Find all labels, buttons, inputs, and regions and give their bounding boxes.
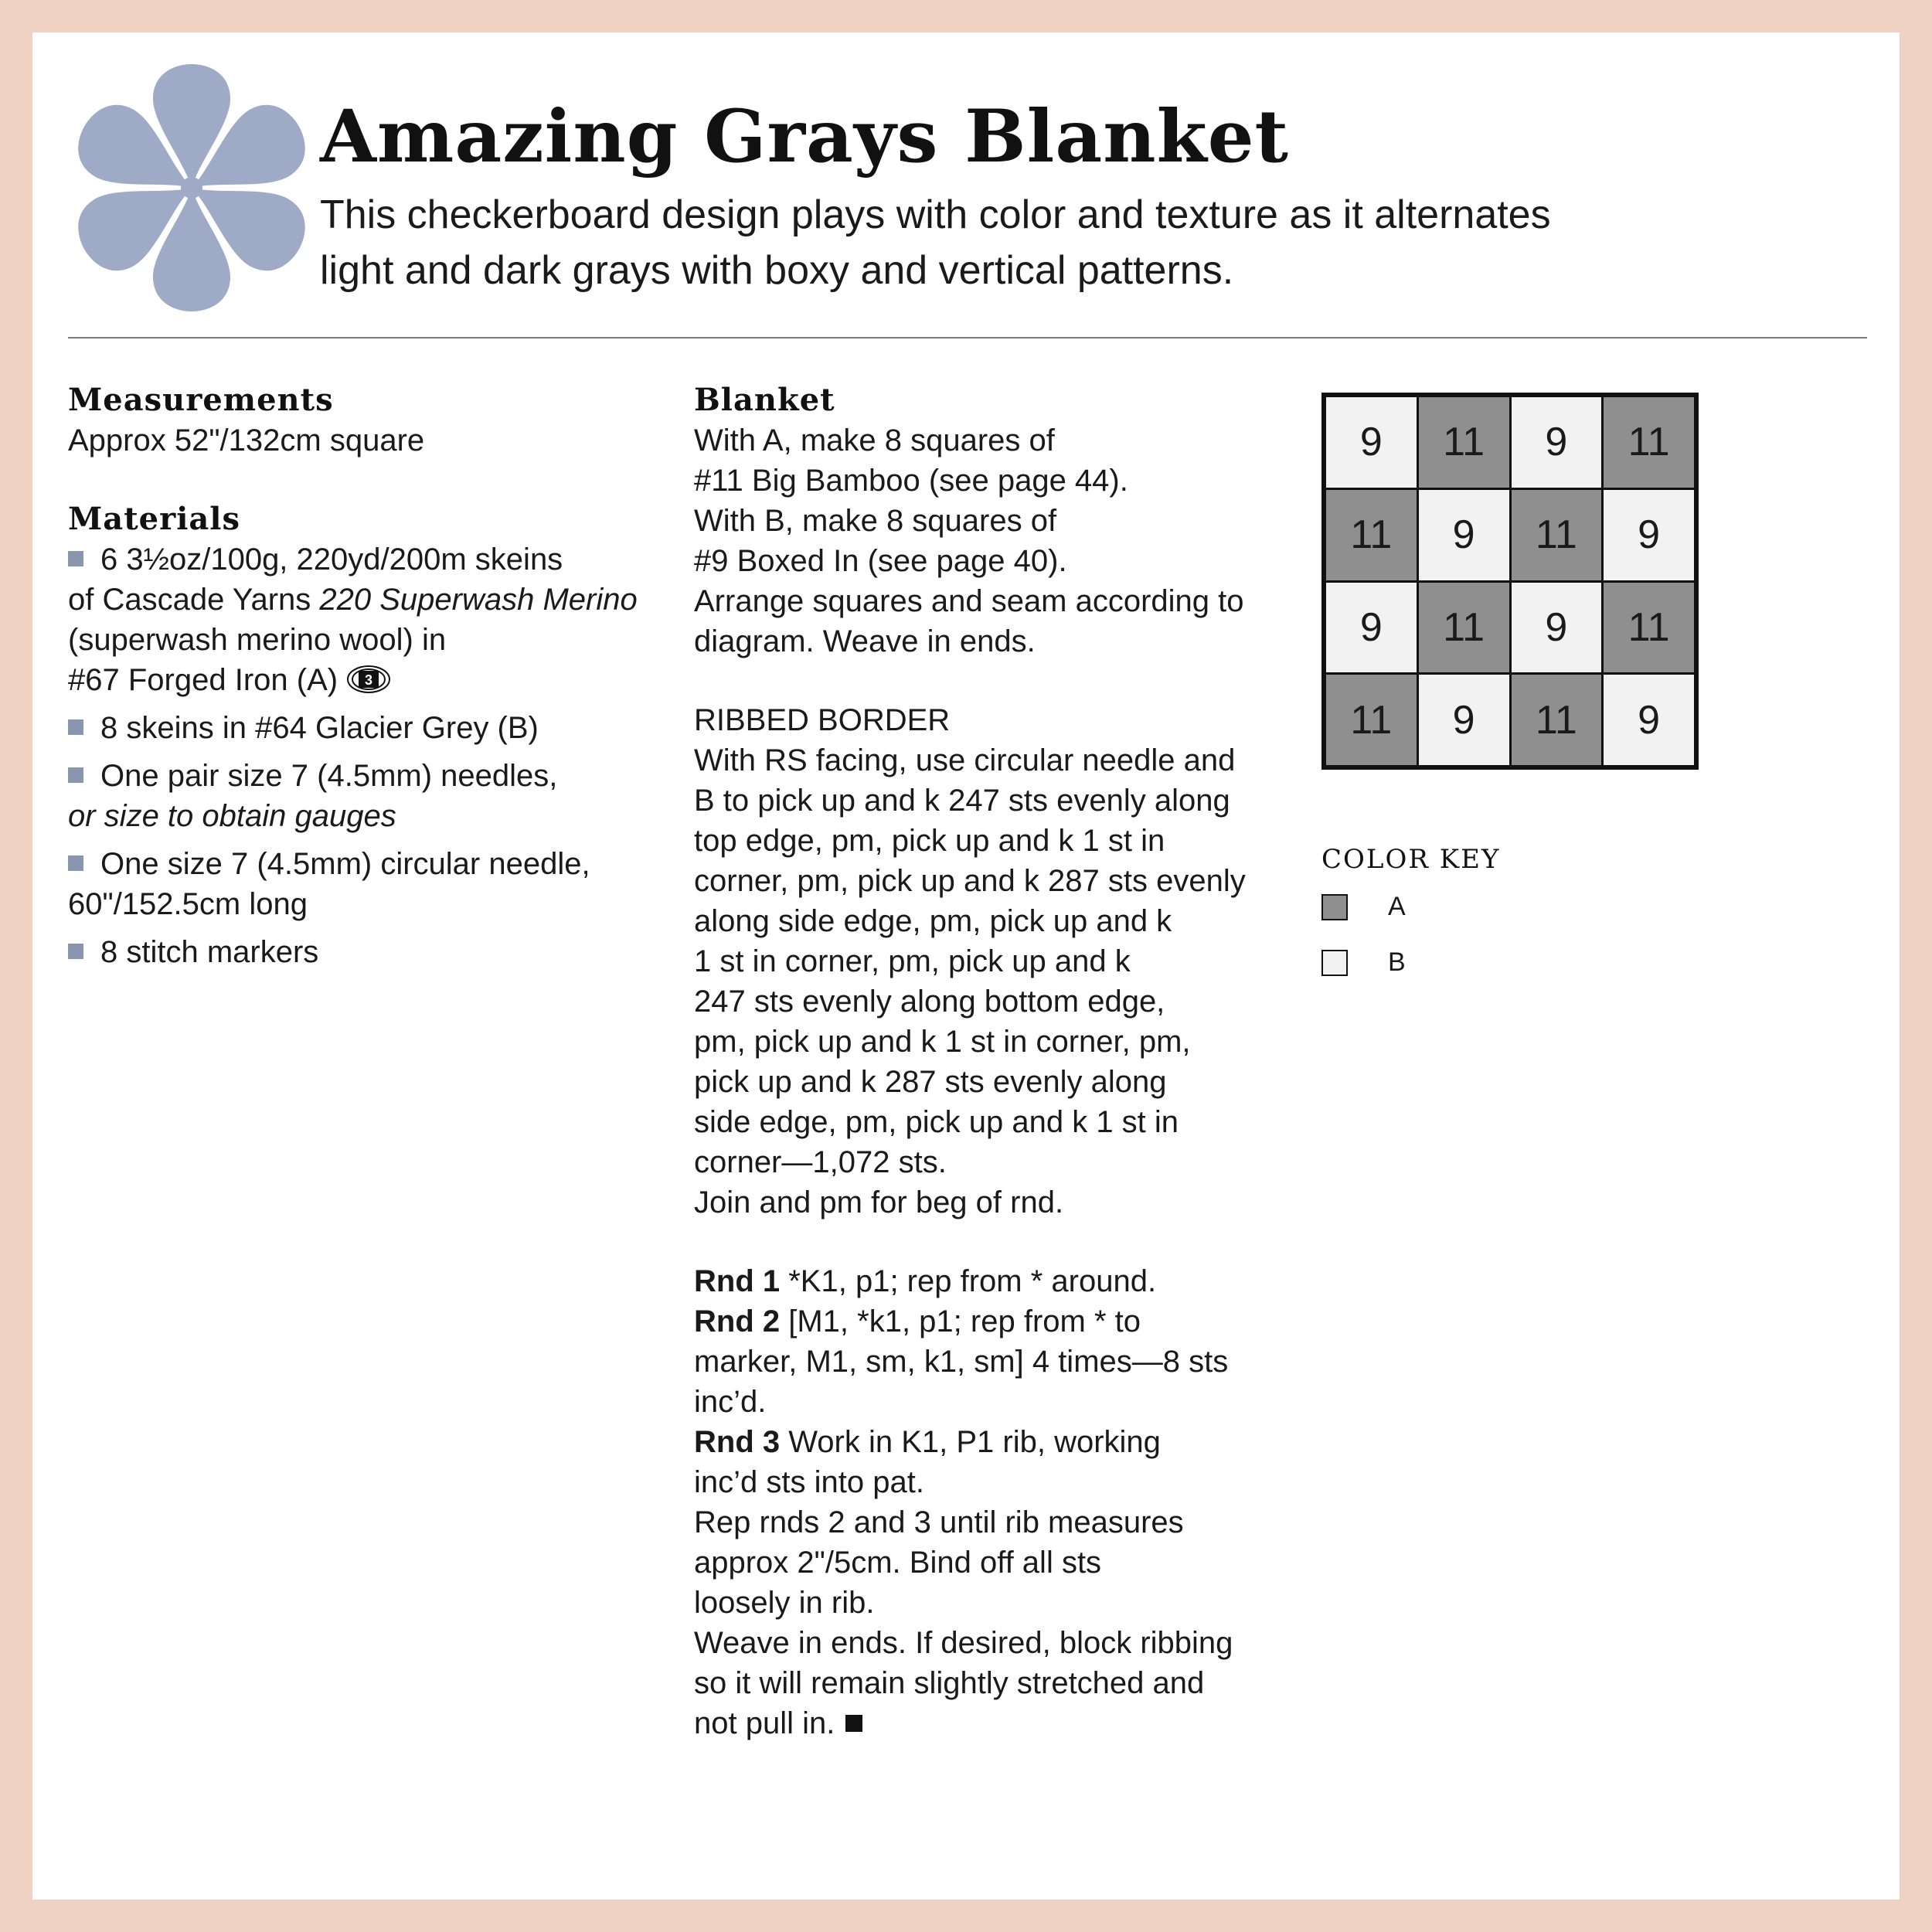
round-text: [M1, *k1, p1; rep from * to [780,1304,1141,1338]
grid-cell: 9 [1419,675,1509,765]
materials-text: or size to obtain gauges [68,799,396,833]
flower-logo-icon [76,60,308,315]
color-swatch-b [1321,950,1348,976]
color-key-label: B [1388,947,1406,977]
blanket-line: diagram. Weave in ends. [694,624,1036,658]
checkerboard-diagram [1321,393,1699,770]
middle-column [694,380,1312,1743]
measurements-text: Approx 52"/132cm square [68,423,425,457]
blanket-line: With B, make 8 squares of [694,504,1057,538]
materials-text: (superwash merino wool) in [68,623,447,657]
grid-cell: 9 [1604,490,1694,580]
page [32,32,1900,1900]
materials-text: 60"/152.5cm long [68,887,308,921]
round-text: inc’d sts into pat. [694,1465,924,1499]
round-3 [694,1422,1312,1462]
bullet-icon [68,719,83,735]
materials-item [68,708,686,748]
blanket-line: Arrange squares and seam according to [694,584,1244,618]
grid-cell: 9 [1326,397,1417,488]
materials-item [68,539,686,700]
finish-line: loosely in rib. [694,1586,875,1620]
border-line: side edge, pm, pick up and k 1 st in [694,1105,1179,1139]
grid-cell: 9 [1512,583,1602,673]
materials-text: One size 7 (4.5mm) circular needle, [100,847,590,881]
border-line: along side edge, pm, pick up and k [694,904,1172,938]
bullet-icon [68,551,83,566]
border-line: 247 sts evenly along bottom edge, [694,985,1165,1019]
grid-cell: 11 [1326,675,1417,765]
border-line: pm, pick up and k 1 st in corner, pm, [694,1025,1191,1059]
grid-cell: 11 [1604,583,1694,673]
grid-cell: 11 [1419,583,1509,673]
materials-heading: Materials [68,501,241,537]
materials-text: of Cascade Yarns [68,583,320,617]
color-swatch-a [1321,894,1348,920]
border-line: Join and pm for beg of rnd. [694,1185,1064,1219]
yarn-weight-icon [345,664,392,695]
materials-text: One pair size 7 (4.5mm) needles, [100,759,558,793]
grid-cell: 9 [1326,583,1417,673]
materials-item [68,844,686,924]
round-text: Work in K1, P1 rib, working [780,1425,1161,1459]
border-line: With RS facing, use circular needle and [694,743,1236,777]
materials-item [68,932,686,972]
header-divider [68,337,1867,338]
border-line: corner, pm, pick up and k 287 sts evenly [694,864,1246,898]
finish-text: not pull in. [694,1706,835,1740]
grid-cell: 11 [1326,490,1417,580]
grid-cell: 9 [1604,675,1694,765]
grid-cell: 11 [1419,397,1509,488]
finish-line: Rep rnds 2 and 3 until rib measures [694,1505,1184,1539]
intro-line: light and dark grays with boxy and vertical patterns. [320,248,1234,293]
blanket-line: #9 Boxed In (see page 40). [694,544,1067,578]
color-key-item-b [1321,947,1406,978]
materials-text: #67 Forged Iron (A) [68,663,338,697]
materials-text: 6 3½oz/100g, 220yd/200m skeins [100,543,563,577]
round-text: marker, M1, sm, k1, sm] 4 times—8 sts [694,1345,1229,1379]
page-title: Amazing Grays Blanket [320,94,1289,179]
round-text: *K1, p1; rep from * around. [780,1264,1157,1298]
materials-text: 8 skeins in #64 Glacier Grey (B) [100,711,539,745]
blanket-line: #11 Big Bamboo (see page 44). [694,464,1128,498]
grid-cell: 11 [1512,490,1602,580]
bullet-icon [68,767,83,783]
bullet-icon [68,855,83,871]
round-label: Rnd 2 [694,1304,781,1338]
bullet-icon [68,944,83,959]
finish-line [694,1703,1312,1743]
border-heading: RIBBED BORDER [694,703,951,737]
round-label: Rnd 1 [694,1264,781,1298]
finish-line: so it will remain slightly stretched and [694,1666,1205,1700]
blanket-heading: Blanket [694,382,835,418]
intro-line: This checkerboard design plays with color and texture as it alternates [320,192,1551,237]
intro-text [320,187,1711,298]
yarn-weight-number: 3 [365,672,373,688]
grid-cell: 11 [1604,397,1694,488]
materials-text: 8 stitch markers [100,935,319,969]
finish-line: approx 2"/5cm. Bind off all sts [694,1546,1102,1580]
left-column [68,380,686,972]
round-text: inc’d. [694,1385,767,1419]
border-line: 1 st in corner, pm, pick up and k [694,944,1131,978]
grid-cell: 9 [1512,397,1602,488]
end-mark-icon [845,1715,862,1732]
round-1 [694,1261,1312,1301]
blanket-line: With A, make 8 squares of [694,423,1055,457]
color-key-title: COLOR KEY [1321,844,1501,875]
round-2 [694,1301,1312,1342]
measurements-heading: Measurements [68,382,334,418]
color-key-item-a [1321,892,1406,922]
materials-item [68,756,686,836]
border-line: B to pick up and k 247 sts evenly along [694,784,1230,818]
border-line: pick up and k 287 sts evenly along [694,1065,1167,1099]
grid-cell: 9 [1419,490,1509,580]
yarn-name: 220 Superwash Merino [319,583,638,617]
grid-cell: 11 [1512,675,1602,765]
round-label: Rnd 3 [694,1425,781,1459]
color-key-label: A [1388,892,1406,921]
finish-line: Weave in ends. If desired, block ribbing [694,1626,1233,1660]
border-line: corner—1,072 sts. [694,1145,947,1179]
border-line: top edge, pm, pick up and k 1 st in [694,824,1165,858]
